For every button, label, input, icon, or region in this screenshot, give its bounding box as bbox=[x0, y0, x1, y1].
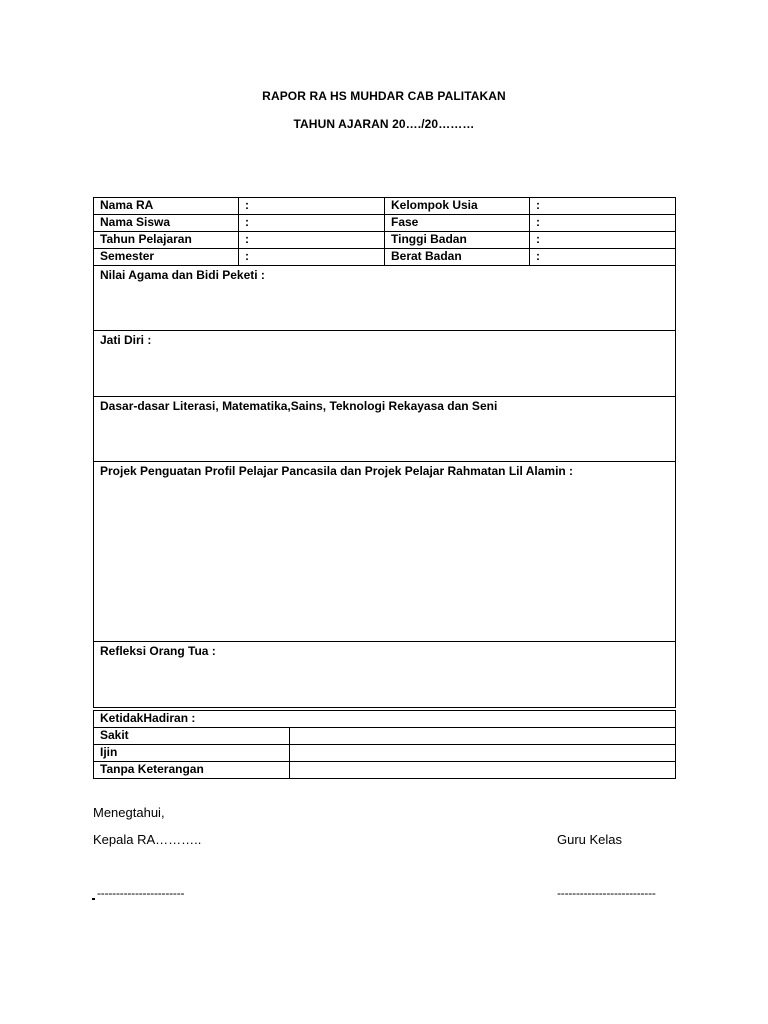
report-title: RAPOR RA HS MUHDAR CAB PALITAKAN bbox=[262, 89, 506, 103]
section-nilai-agama bbox=[94, 266, 676, 331]
field-value: : bbox=[530, 249, 676, 266]
section-label: Refleksi Orang Tua : bbox=[94, 642, 676, 708]
field-label: Nama Siswa bbox=[94, 215, 239, 232]
table-row bbox=[94, 198, 676, 215]
attendance-table bbox=[93, 710, 676, 779]
table-row bbox=[94, 249, 676, 266]
principal-label: Kepala RA……….. bbox=[93, 832, 202, 847]
attendance-value bbox=[290, 728, 676, 745]
principal-signature-line: ----------------------- bbox=[97, 886, 185, 900]
field-label: Tinggi Badan bbox=[385, 232, 530, 249]
table-row bbox=[94, 745, 676, 762]
field-label: Nama RA bbox=[94, 198, 239, 215]
section-label: Projek Penguatan Profil Pelajar Pancasila dan Projek Pelajar Rahmatan Lil Alamin : bbox=[94, 462, 676, 642]
section-label: Nilai Agama dan Bidi Peketi : bbox=[94, 266, 676, 331]
table-row bbox=[94, 232, 676, 249]
student-info-table bbox=[93, 197, 676, 708]
field-value: : bbox=[530, 215, 676, 232]
teacher-label: Guru Kelas bbox=[557, 832, 623, 847]
field-value: : bbox=[239, 198, 385, 215]
teacher-signature-line: -------------------------- bbox=[557, 886, 656, 900]
field-value: : bbox=[530, 232, 676, 249]
field-label: Kelompok Usia bbox=[385, 198, 530, 215]
attendance-value bbox=[290, 762, 676, 779]
attendance-value bbox=[290, 745, 676, 762]
field-label: Semester bbox=[94, 249, 239, 266]
attendance-heading: KetidakHadiran : bbox=[94, 711, 676, 728]
table-row bbox=[94, 762, 676, 779]
section-label: Jati Diri : bbox=[94, 331, 676, 397]
academic-year-title: TAHUN AJARAN 20…./20……… bbox=[293, 117, 475, 131]
attendance-label: Sakit bbox=[94, 728, 290, 745]
attendance-heading-row bbox=[94, 711, 676, 728]
field-value: : bbox=[239, 249, 385, 266]
section-dasar-dasar bbox=[94, 397, 676, 462]
section-refleksi bbox=[94, 642, 676, 708]
field-value: : bbox=[530, 198, 676, 215]
field-label: Tahun Pelajaran bbox=[94, 232, 239, 249]
field-label: Fase bbox=[385, 215, 530, 232]
table-row bbox=[94, 215, 676, 232]
attendance-label: Ijin bbox=[94, 745, 290, 762]
acknowledged-text: Menegtahui, bbox=[93, 805, 165, 820]
signature-tick-mark bbox=[92, 898, 95, 900]
field-value: : bbox=[239, 232, 385, 249]
section-jati-diri bbox=[94, 331, 676, 397]
attendance-label: Tanpa Keterangan bbox=[94, 762, 290, 779]
table-row bbox=[94, 728, 676, 745]
field-value: : bbox=[239, 215, 385, 232]
section-projek bbox=[94, 462, 676, 642]
section-label: Dasar-dasar Literasi, Matematika,Sains, Teknologi Rekayasa dan Seni bbox=[94, 397, 676, 462]
field-label: Berat Badan bbox=[385, 249, 530, 266]
